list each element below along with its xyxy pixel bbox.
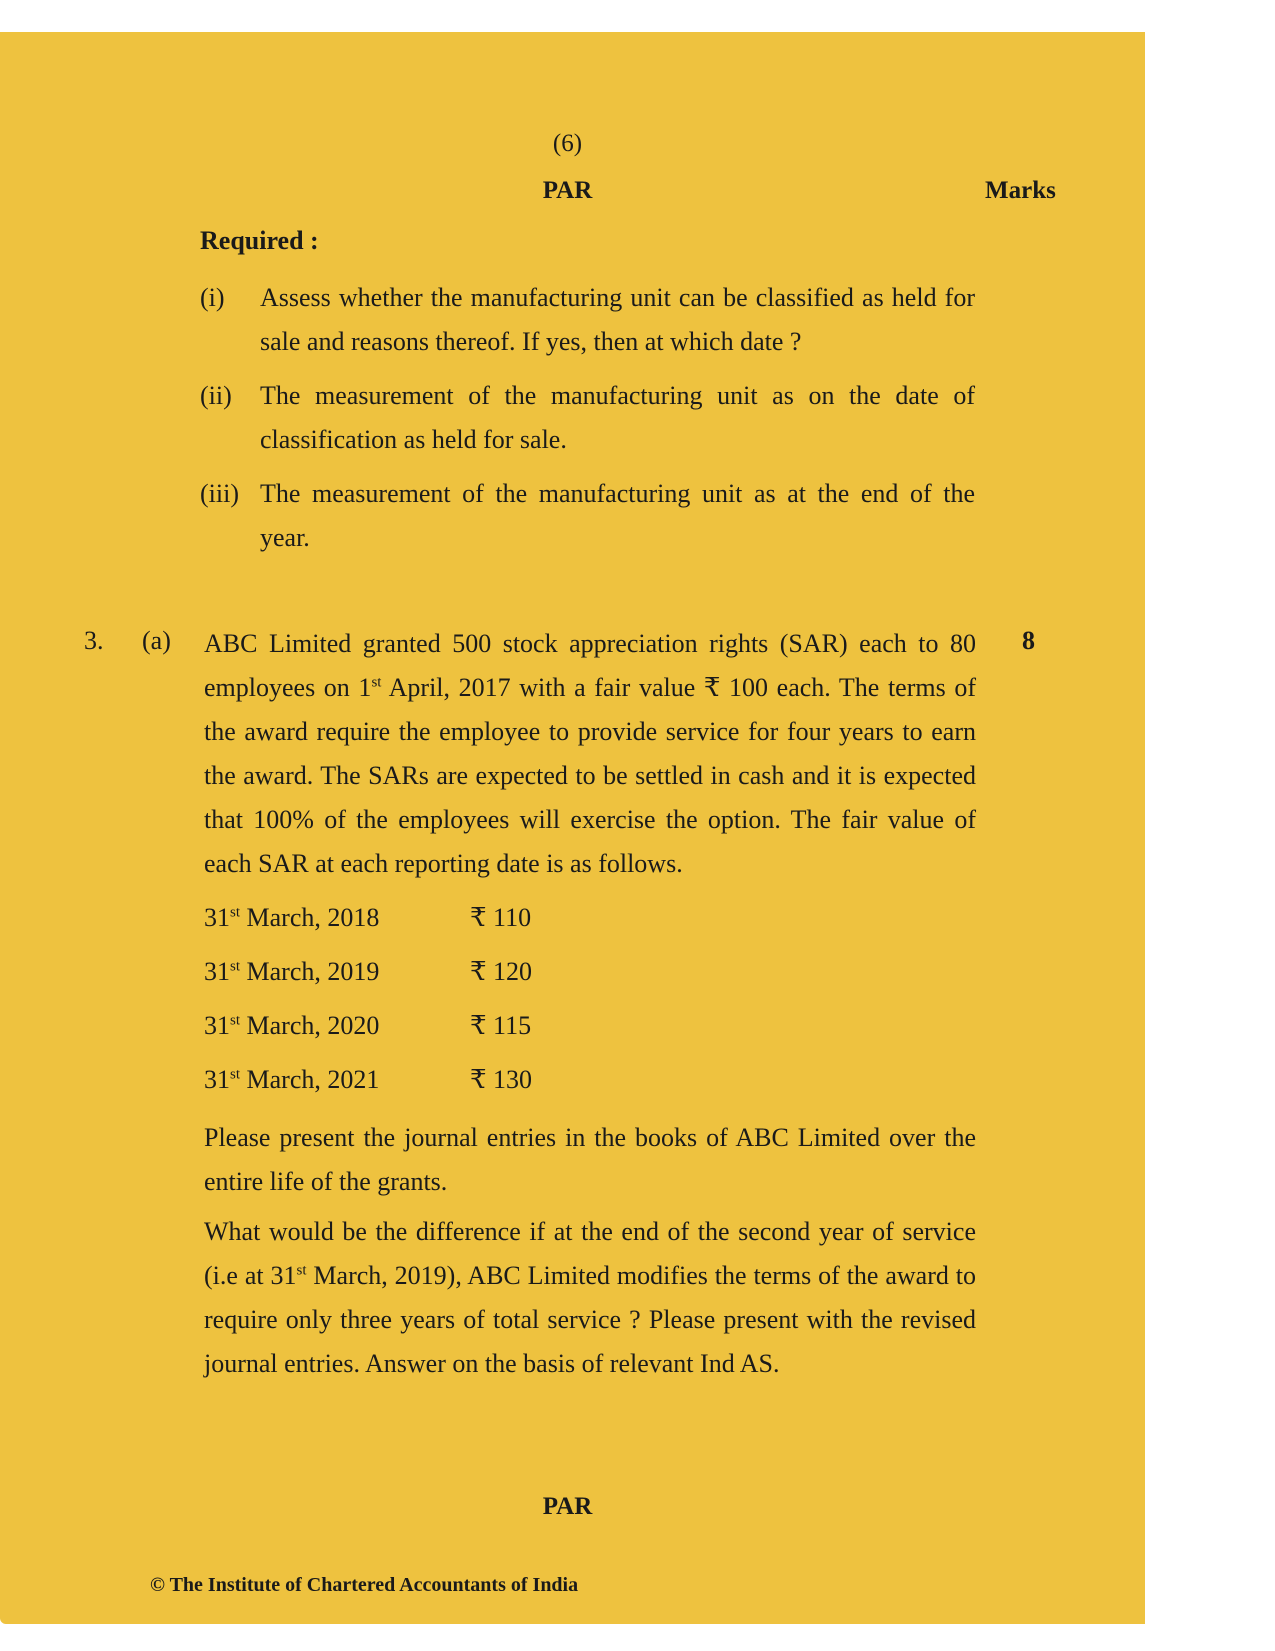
copyright-footer: © The Institute of Chartered Accountants of India bbox=[150, 1574, 579, 1596]
fair-value-row bbox=[0, 1011, 1100, 1045]
item-number: (ii) bbox=[200, 381, 232, 410]
reporting-date: 31st March, 2019 bbox=[204, 957, 380, 986]
required-item-1 bbox=[200, 276, 980, 366]
required-item-2 bbox=[200, 374, 980, 464]
fair-value-row bbox=[0, 903, 1100, 937]
fair-value: ₹ 110 bbox=[470, 903, 532, 932]
modification-text-part-2: March, 2019), ABC Limited modifies the terms of the award to require only three years of total service ? Please present with the revised journal entries. Answer on the basis of relevant Ind AS. bbox=[204, 1261, 977, 1378]
fair-value: ₹ 130 bbox=[470, 1065, 533, 1094]
question-intro-paragraph bbox=[204, 622, 976, 886]
reporting-date: 31st March, 2021 bbox=[204, 1065, 380, 1094]
series-code-top: PAR bbox=[542, 177, 593, 204]
item-text: The measurement of the manufacturing unit as on the date of classification as held for sale. bbox=[260, 381, 975, 454]
fair-value-row bbox=[0, 1065, 1100, 1099]
marks-column-heading: Marks bbox=[985, 177, 1056, 204]
modification-question-paragraph bbox=[204, 1210, 976, 1386]
modification-text-part-1: What would be the difference if at the end of the second year of service (i.e at 31 bbox=[204, 1217, 976, 1290]
journal-entries-instruction: Please present the journal entries in the books of ABC Limited over the entire life of the grants. bbox=[204, 1123, 976, 1196]
required-heading: Required : bbox=[200, 226, 319, 255]
intro-superscript: st bbox=[371, 674, 382, 691]
reporting-date: 31st March, 2018 bbox=[204, 903, 380, 932]
fair-value-row bbox=[0, 957, 1100, 991]
item-text: The measurement of the manufacturing unit as at the end of the year. bbox=[260, 479, 975, 552]
item-number: (iii) bbox=[200, 479, 239, 508]
series-code-bottom: PAR bbox=[542, 1493, 593, 1520]
question-marks: 8 bbox=[1022, 626, 1035, 655]
required-item-3 bbox=[200, 472, 980, 562]
intro-text-part-1: ABC Limited granted 500 stock appreciation rights (SAR) each to 80 employees on 1 bbox=[204, 629, 976, 702]
fair-value: ₹ 120 bbox=[470, 957, 533, 986]
item-text: Assess whether the manufacturing unit can be classified as held for sale and reasons thereof. If yes, then at which date ? bbox=[260, 283, 975, 356]
modification-superscript: st bbox=[296, 1262, 307, 1279]
fair-value: ₹ 115 bbox=[470, 1011, 532, 1040]
item-number: (i) bbox=[200, 283, 225, 312]
question-part: (a) bbox=[142, 626, 171, 655]
page-number: (6) bbox=[552, 130, 583, 157]
reporting-date: 31st March, 2020 bbox=[204, 1011, 380, 1040]
question-number: 3. bbox=[84, 626, 104, 655]
intro-text-part-2: April, 2017 with a fair value ₹ 100 each. The terms of the award require the employee to provide service for four years to earn the award. The SARs are expected to be settled in cash and it is expected that 100% of the employees will exercise the option. The fair value of each SAR at each reporting date is as follows. bbox=[204, 673, 977, 878]
